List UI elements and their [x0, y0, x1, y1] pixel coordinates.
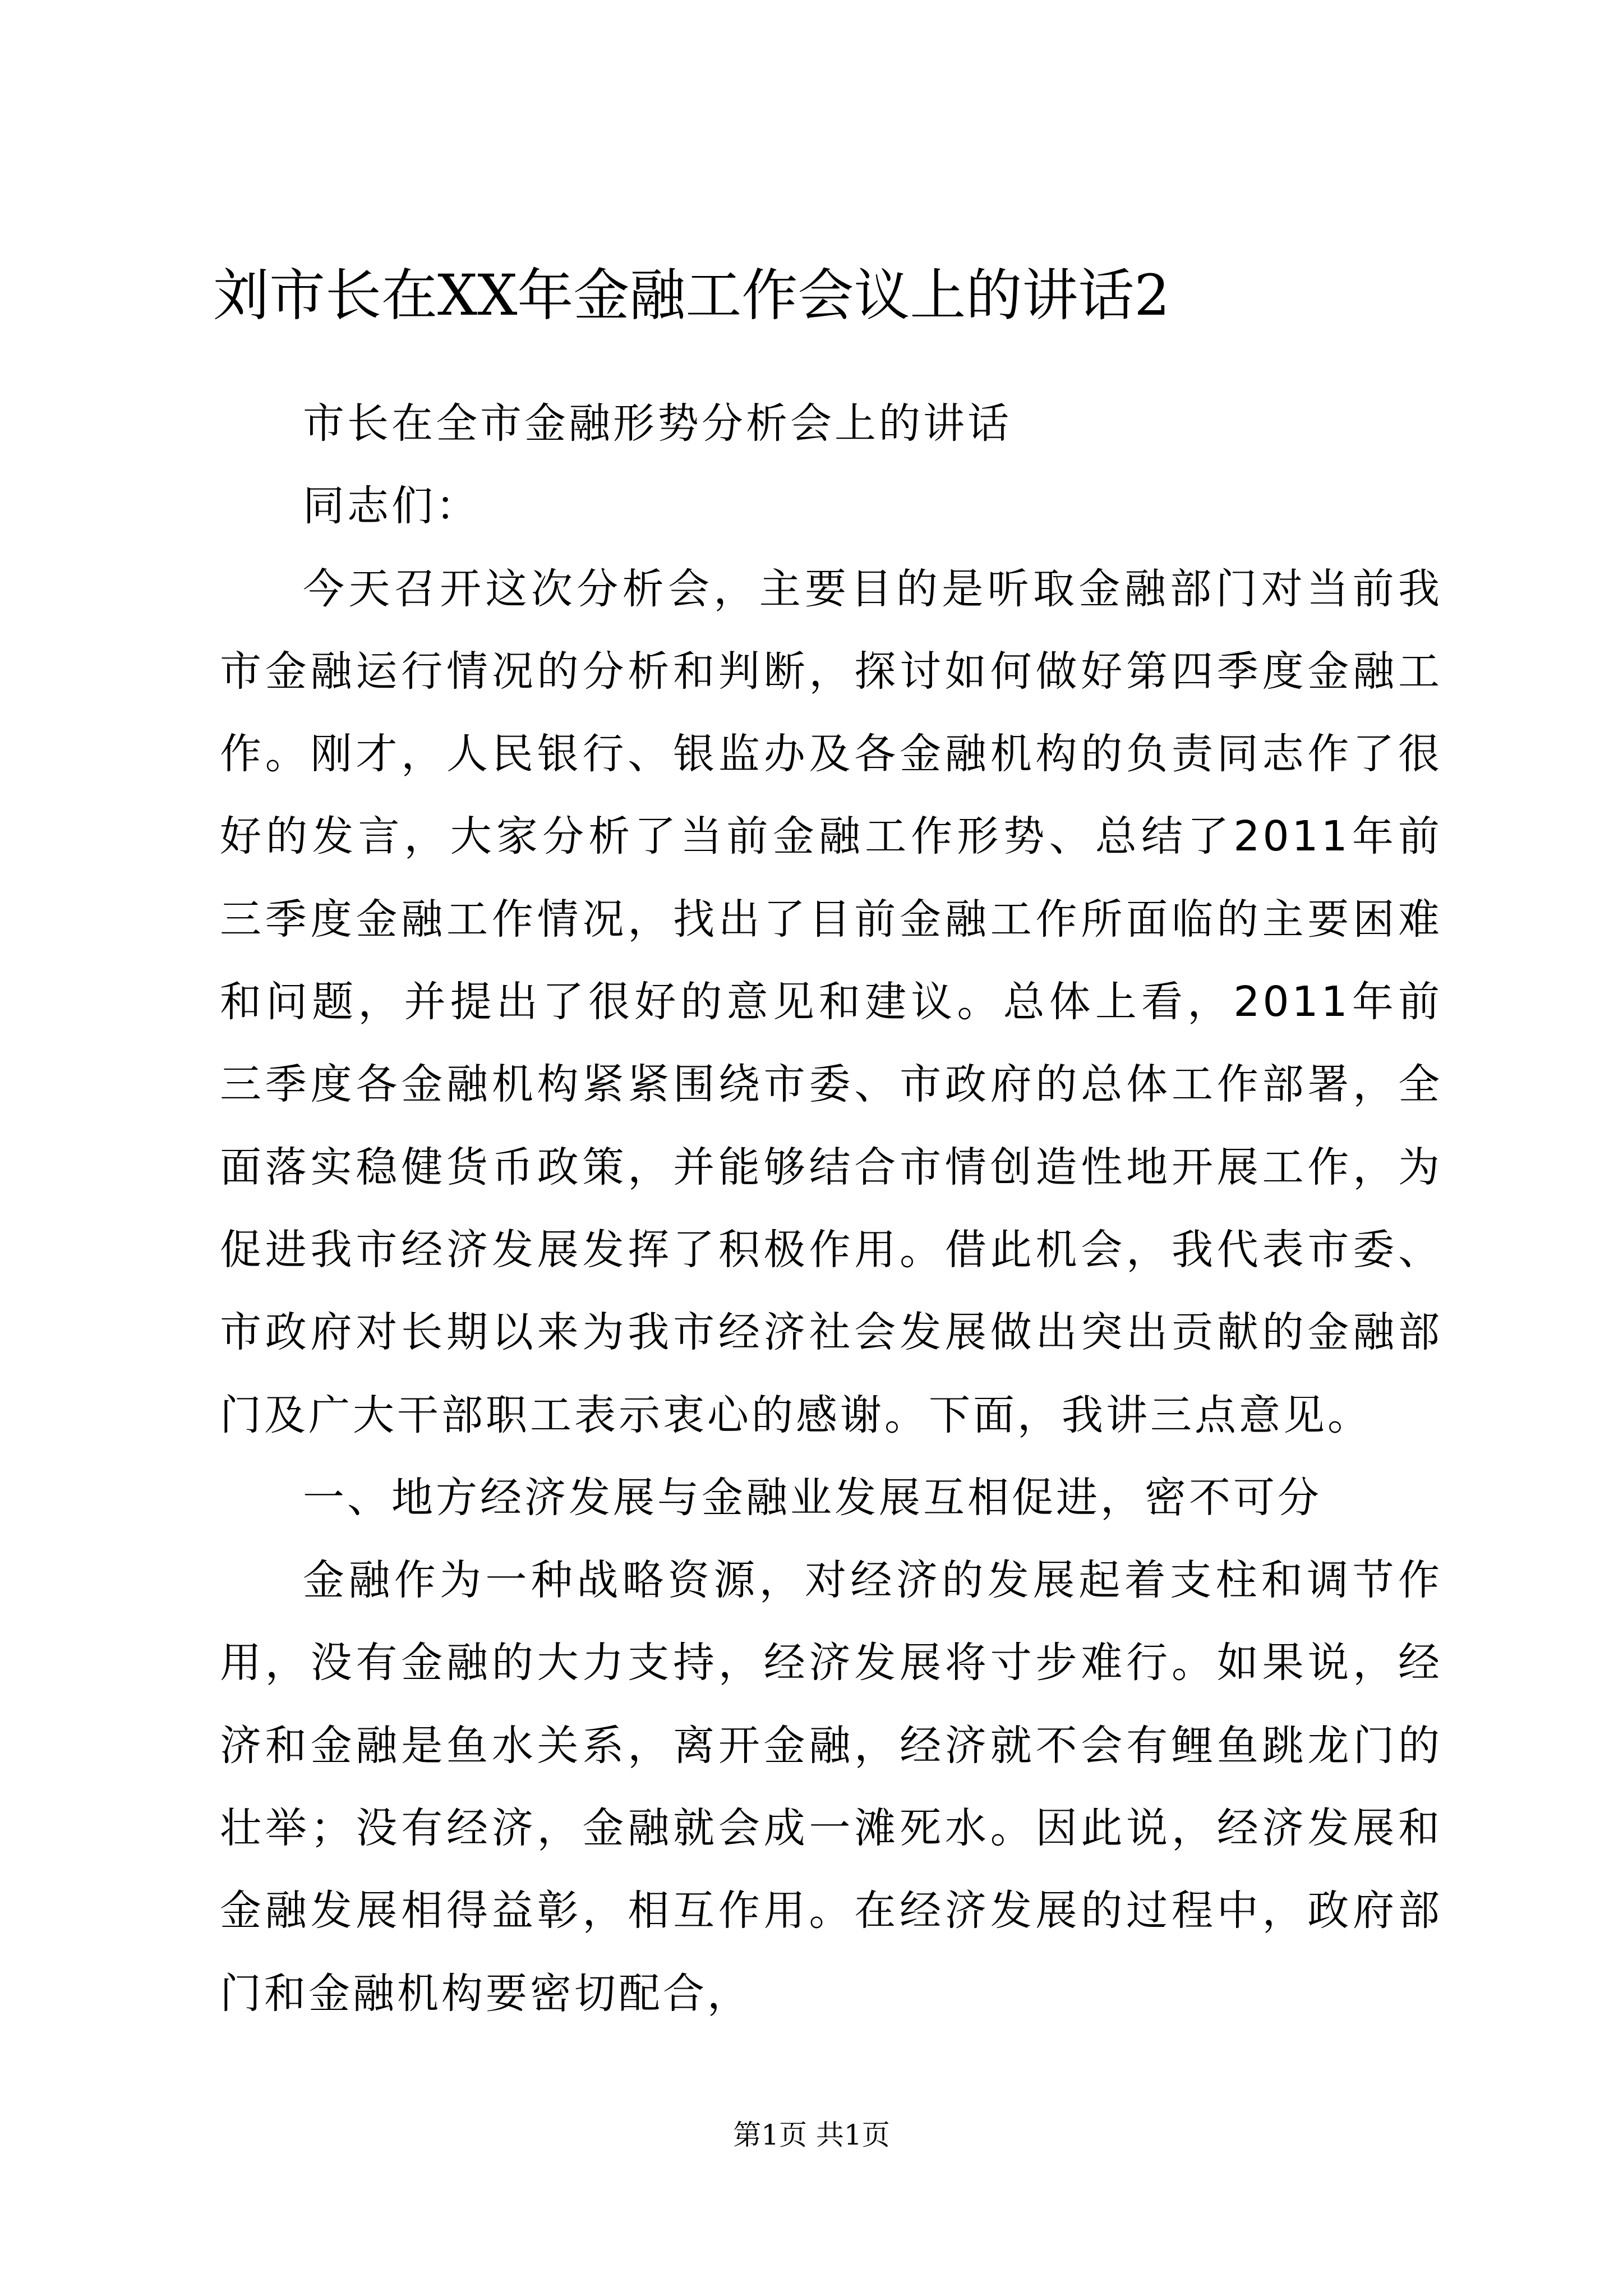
document-title: 刘市长在XX年金融工作会议上的讲话2	[213, 263, 1170, 328]
salutation-paragraph: 同志们：	[303, 482, 480, 531]
page-footer: 第1页 共1页	[733, 2119, 890, 2151]
body-paragraph: 今天召开这次分析会，主要目的是听取金融部门对当前我市金融运行情况的分析和判断，探讨如何做好第四季度金融工作。刚才，人民银行、银监办及各金融机构的负责同志作了很好的发言，大家分析了当前金融工作形势、总结了2011年前三季度金融工作情况，找出了目前金融工作所面临的主要困难和问题，并提出了很好的意见和建议。总体上看，2011年前三季度各金融机构紧紧围绕市委、市政府的总体工作部署，全面落实稳健货币政策，并能够结合市情创造性地开展工作，为促进我市经济发展发挥了积极作用。借此机会，我代表市委、市政府对长期以来为我市经济社会发展做出突出贡献的金融部门及广大干部职工表示衷心的感谢。下面，我讲三点意见。	[220, 564, 1442, 1439]
section-heading: 一、地方经济发展与金融业发展互相促进，密不可分	[303, 1473, 1322, 1522]
document-body	[220, 383, 1442, 2035]
subtitle-paragraph: 市长在全市金融形势分析会上的讲话	[303, 399, 1012, 448]
body-paragraph: 金融作为一种战略资源，对经济的发展起着支柱和调节作用，没有金融的大力支持，经济发展将寸步难行。如果说，经济和金融是鱼水关系，离开金融，经济就不会有鲤鱼跳龙门的壮举；没有经济，金融就会成一滩死水。因此说，经济发展和金融发展相得益彰，相互作用。在经济发展的过程中，政府部门和金融机构要密切配合，	[220, 1556, 1442, 2018]
